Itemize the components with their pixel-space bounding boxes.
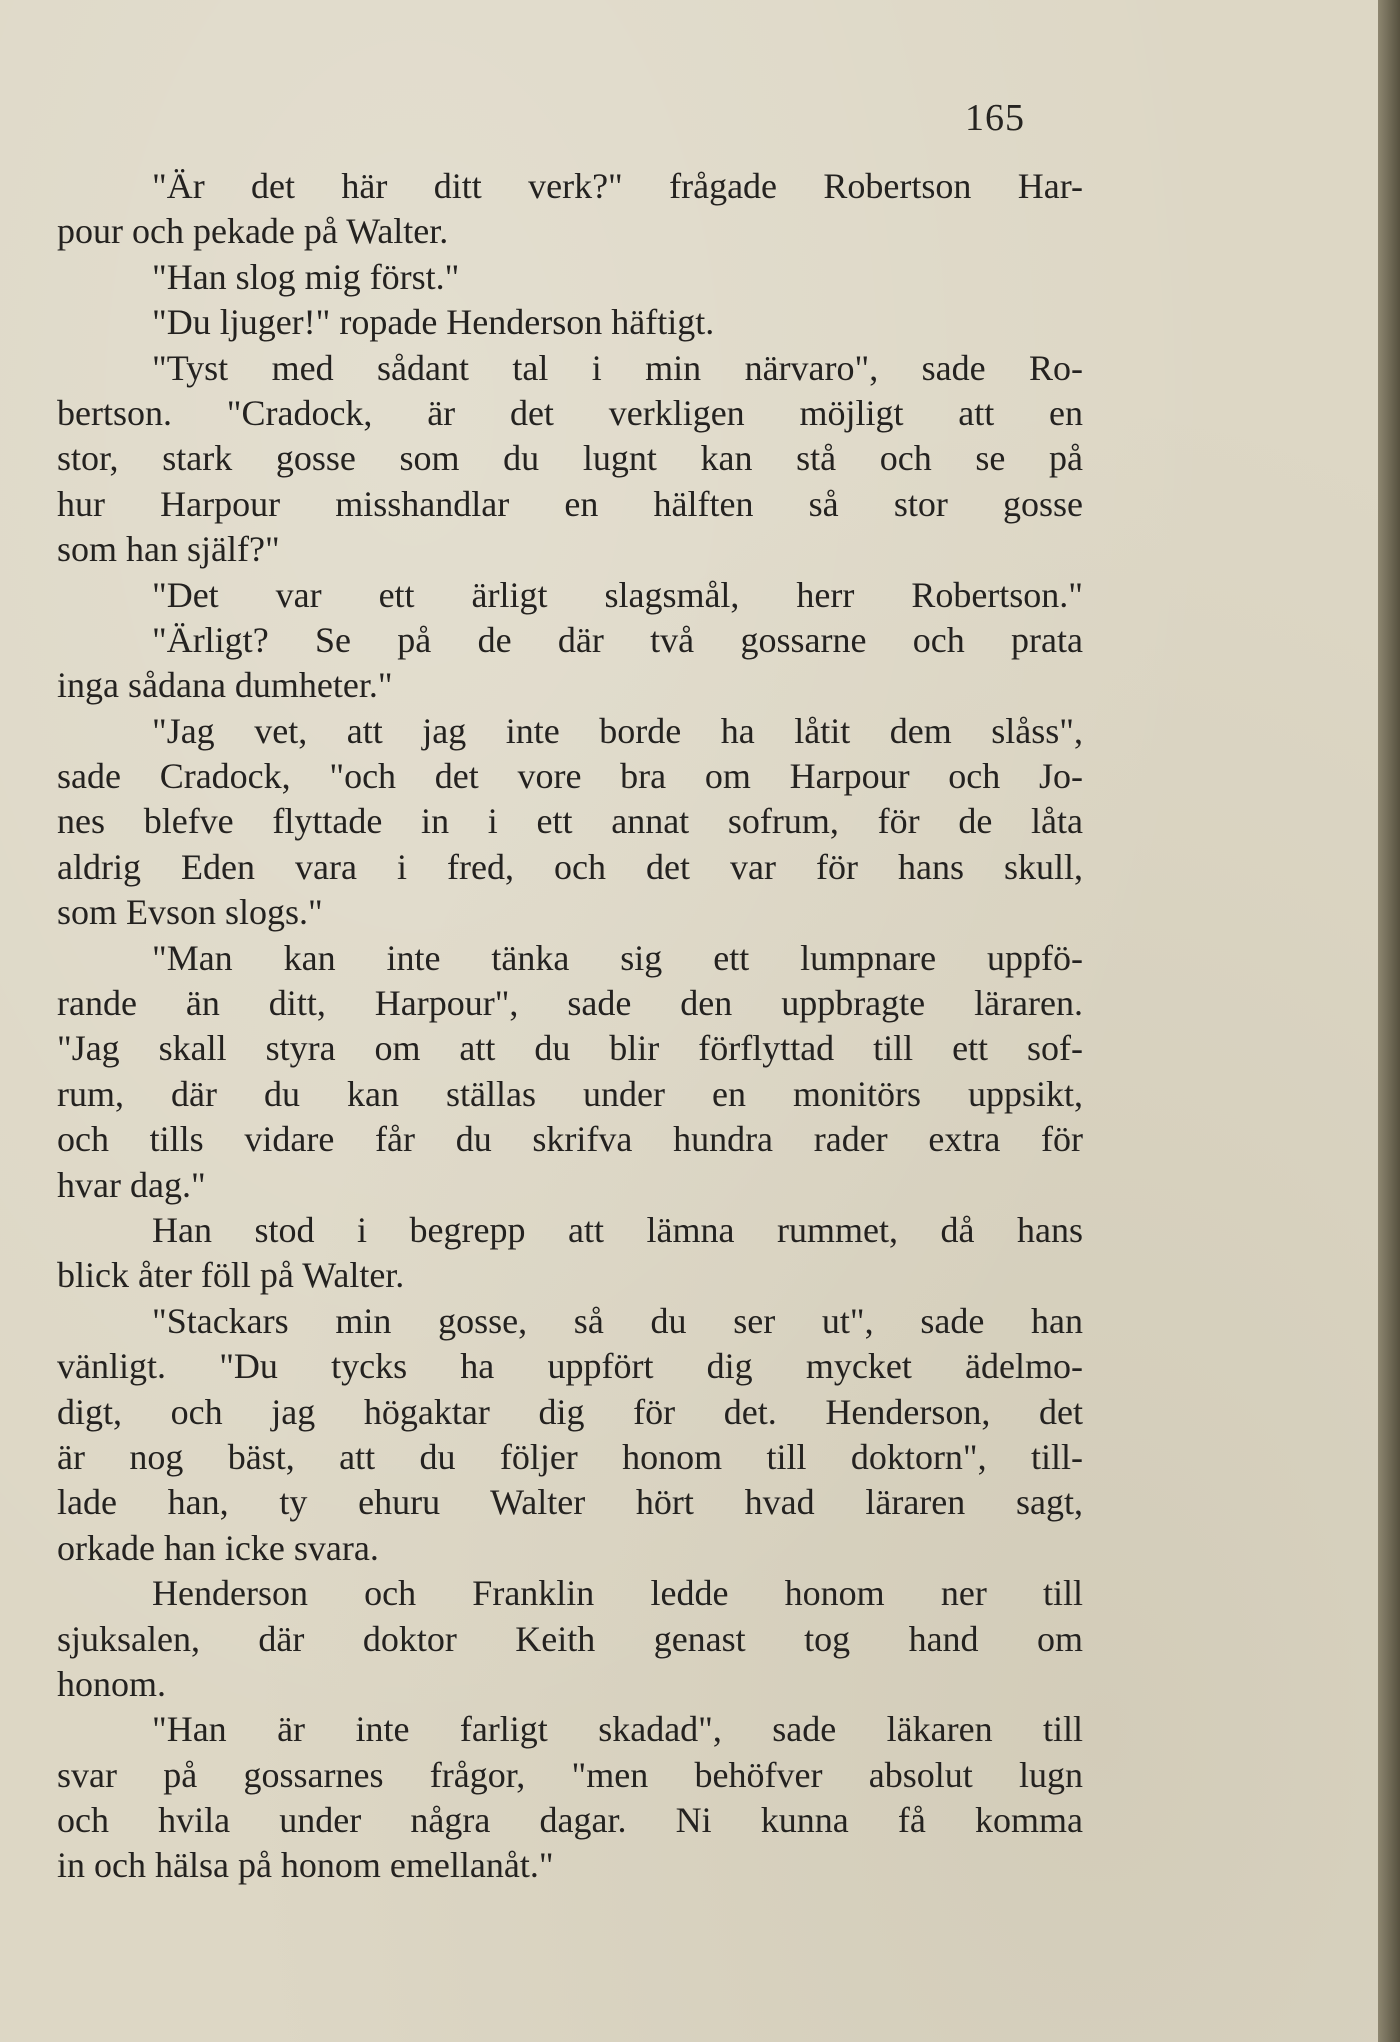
text-line: sjuksalen, där doktor Keith genast tog hand om bbox=[57, 1618, 1083, 1659]
text-line: hvar dag." bbox=[57, 1164, 206, 1205]
text-line: inga sådana dumheter." bbox=[57, 665, 393, 706]
text-line: "Han slog mig först." bbox=[152, 256, 460, 297]
text-line: "Ärligt? Se på de där två gossarne och prata bbox=[152, 619, 1083, 660]
text-line: nes blefve flyttade in i ett annat sofrum, för de låta bbox=[57, 801, 1083, 842]
text-line: aldrig Eden vara i fred, och det var för hans skull, bbox=[57, 846, 1083, 887]
text-line: blick åter föll på Walter. bbox=[57, 1255, 405, 1296]
text-line: "Stackars min gosse, så du ser ut", sade han bbox=[152, 1300, 1083, 1341]
text-line: hur Harpour misshandlar en hälften så stor gosse bbox=[57, 483, 1083, 524]
page-number: 165 bbox=[965, 97, 1025, 139]
text-line: "Är det här ditt verk?" frågade Robertson Har- bbox=[152, 166, 1083, 206]
text-line: rum, där du kan ställas under en monitörs uppsikt, bbox=[57, 1073, 1083, 1114]
text-line: och tills vidare får du skrifva hundra rader extra för bbox=[57, 1119, 1083, 1160]
page-edge bbox=[1378, 0, 1400, 2042]
text-line: honom. bbox=[57, 1663, 167, 1704]
text-line: "Du ljuger!" ropade Henderson häftigt. bbox=[152, 302, 715, 343]
text-line: svar på gossarnes frågor, "men behöfver absolut lugn bbox=[57, 1754, 1083, 1795]
text-line: bertson. "Cradock, är det verkligen möjligt att en bbox=[57, 392, 1083, 433]
text-line: orkade han icke svara. bbox=[57, 1527, 379, 1568]
text-line: Han stod i begrepp att lämna rummet, då hans bbox=[152, 1209, 1083, 1250]
body-text bbox=[57, 164, 1083, 1889]
text-line: Henderson och Franklin ledde honom ner till bbox=[152, 1573, 1083, 1614]
text-line: stor, stark gosse som du lugnt kan stå och se på bbox=[57, 438, 1083, 479]
text-line: "Jag vet, att jag inte borde ha låtit dem slåss", bbox=[152, 710, 1083, 751]
text-line: som Evson slogs." bbox=[57, 892, 323, 933]
text-line: och hvila under några dagar. Ni kunna få komma bbox=[57, 1800, 1083, 1841]
text-line: digt, och jag högaktar dig för det. Henderson, det bbox=[57, 1391, 1083, 1432]
text-line: "Han är inte farligt skadad", sade läkaren till bbox=[152, 1709, 1083, 1750]
text-line: vänligt. "Du tycks ha uppfört dig mycket ädelmo- bbox=[57, 1346, 1083, 1387]
text-line: som han själf?" bbox=[57, 529, 280, 570]
text-line: "Tyst med sådant tal i min närvaro", sade Ro- bbox=[152, 347, 1083, 388]
text-line: "Man kan inte tänka sig ett lumpnare uppfö- bbox=[152, 937, 1083, 978]
text-line: rande än ditt, Harpour", sade den uppbragte läraren. bbox=[57, 983, 1083, 1024]
text-line: sade Cradock, "och det vore bra om Harpour och Jo- bbox=[57, 756, 1083, 797]
text-line: in och hälsa på honom emellanåt." bbox=[57, 1845, 554, 1886]
text-line: pour och pekade på Walter. bbox=[57, 211, 449, 252]
text-line: är nog bäst, att du följer honom till doktorn", till- bbox=[57, 1436, 1083, 1477]
text-line: "Jag skall styra om att du blir förflyttad till ett sof- bbox=[57, 1028, 1083, 1069]
text-line: lade han, ty ehuru Walter hört hvad läraren sagt, bbox=[57, 1482, 1083, 1523]
text-line: "Det var ett ärligt slagsmål, herr Robertson." bbox=[152, 574, 1083, 615]
